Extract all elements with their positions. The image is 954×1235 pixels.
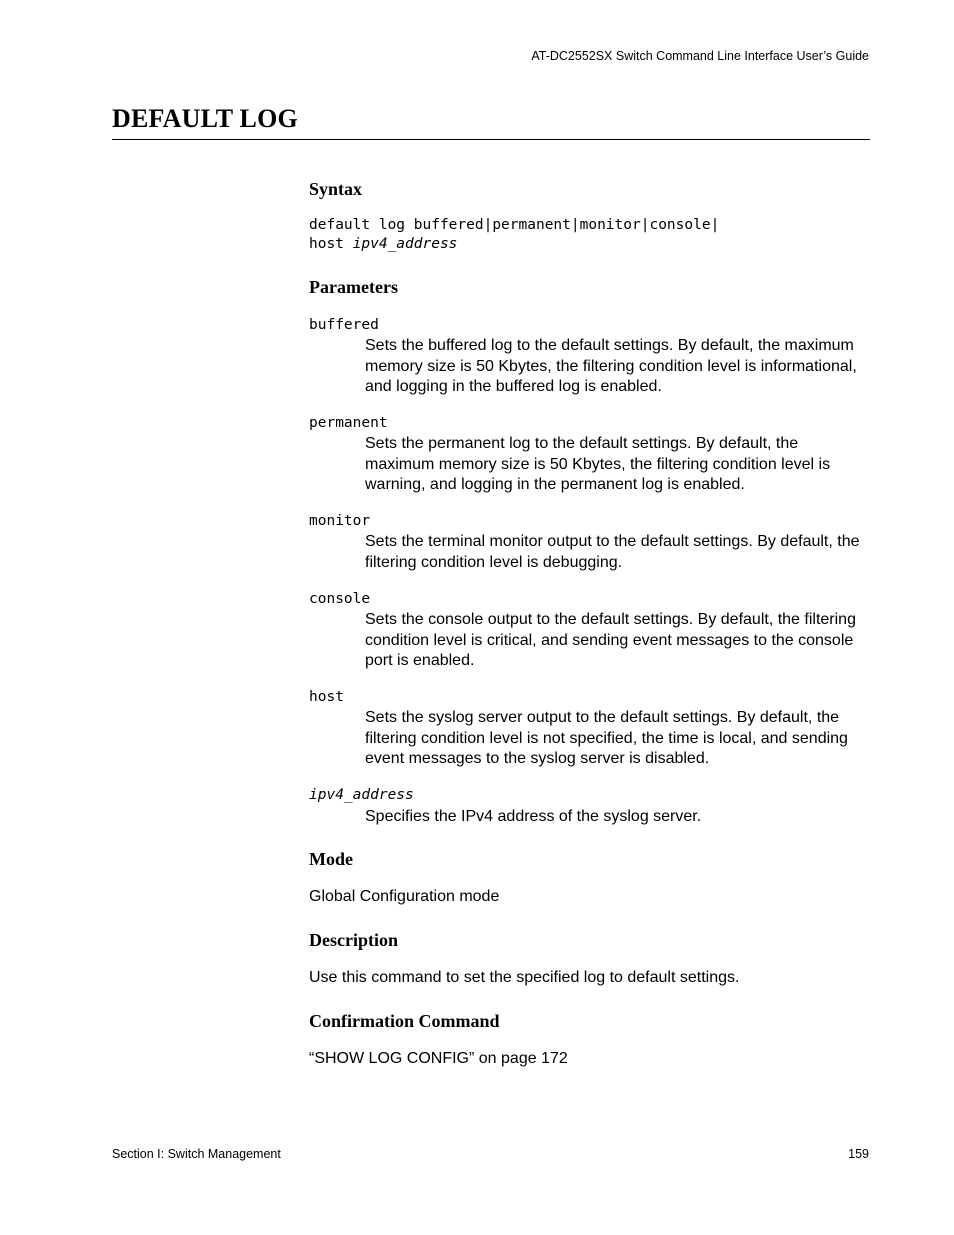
footer-page-number: 159 — [848, 1147, 869, 1161]
description-text: Use this command to set the specified log to default settings. — [309, 969, 740, 986]
param-term-monitor: monitor — [309, 513, 371, 529]
syntax-line-2-prefix: host — [309, 236, 353, 252]
mode-heading: Mode — [309, 849, 353, 869]
syntax-param-ipv4: ipv4_address — [352, 236, 458, 252]
param-desc-buffered: Sets the buffered log to the default settings. By default, the maximum memory size is 50 Kbytes, the filtering condition level is informational, and logging in the buffered log is enabled. — [365, 337, 857, 395]
syntax-heading: Syntax — [309, 179, 363, 199]
footer-section: Section I: Switch Management — [112, 1147, 281, 1161]
param-term-console: console — [309, 591, 371, 607]
syntax-line-2 — [309, 235, 457, 254]
param-desc-permanent: Sets the permanent log to the default settings. By default, the maximum memory size is 50 Kbytes, the filtering condition level is warning, and logging in the permanent log is enabled. — [365, 435, 831, 493]
page-title: DEFAULT LOG — [112, 104, 298, 133]
param-desc-ipv4-address: Specifies the IPv4 address of the syslog server. — [365, 808, 702, 825]
param-term-ipv4-address: ipv4_address — [309, 787, 414, 803]
confirmation-link[interactable]: “SHOW LOG CONFIG” on page 172 — [309, 1050, 568, 1067]
param-term-buffered: buffered — [309, 317, 379, 333]
param-term-host: host — [309, 689, 344, 705]
running-header: AT-DC2552SX Switch Command Line Interface User’s Guide — [531, 49, 869, 63]
param-term-permanent: permanent — [309, 415, 388, 431]
syntax-line-1: default log buffered|permanent|monitor|console| — [309, 217, 720, 233]
param-desc-console: Sets the console output to the default settings. By default, the filtering condition level is critical, and sending event messages to the console port is enabled. — [365, 611, 856, 669]
mode-text: Global Configuration mode — [309, 888, 500, 905]
description-heading: Description — [309, 930, 398, 950]
parameters-heading: Parameters — [309, 277, 398, 297]
confirmation-heading: Confirmation Command — [309, 1011, 500, 1031]
param-desc-host: Sets the syslog server output to the default settings. By default, the filtering condition level is not specified, the time is local, and sending event messages to the syslog server is disabled. — [365, 709, 848, 767]
title-rule — [112, 139, 870, 140]
param-desc-monitor: Sets the terminal monitor output to the default settings. By default, the filtering condition level is debugging. — [365, 533, 860, 571]
